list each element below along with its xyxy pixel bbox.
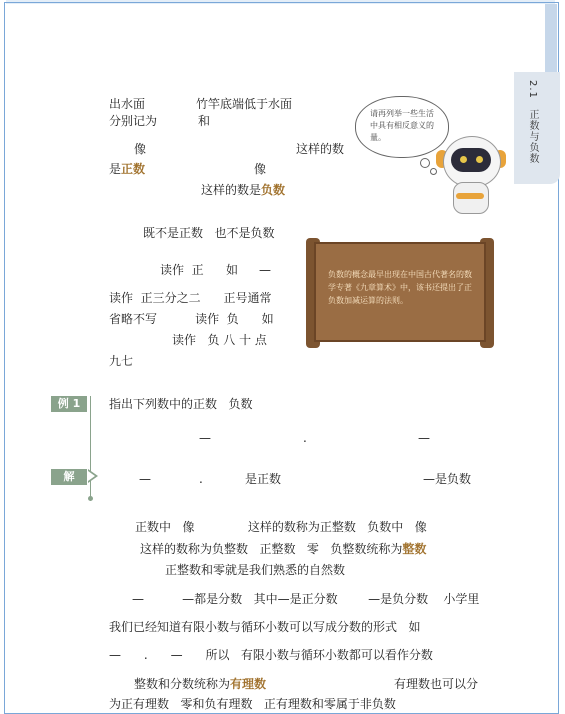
text-line: 我们已经知道有限小数与循环小数可以写成分数的形式 如: [109, 620, 421, 634]
text-run: 整数和分数统称为: [134, 677, 231, 691]
text-line: — —都是分数 其中—是正分数 —是负分数 小学里: [132, 592, 480, 606]
bubble-text: 请再列举一些生活中具有相反意义的量。: [370, 109, 434, 142]
chapter-title: 正数与负数: [527, 109, 538, 165]
text-line: 和: [198, 114, 211, 128]
term-positive: 正数: [121, 162, 146, 176]
solution-arrow-inner: [88, 471, 95, 481]
chapter-number: 2.1: [527, 80, 538, 99]
text-line: 读作 正: [160, 263, 204, 277]
text-line: [140, 541, 426, 557]
solution-item: —: [139, 472, 151, 486]
solution-item: —是负数: [423, 472, 472, 486]
scroll-note: 负数的概念最早出现在中国古代著名的数学专著《九章算术》中，该书还提出了正负数加减运算的法则。: [328, 270, 472, 305]
example-item: .: [303, 431, 307, 445]
text-line: 既不是正数 也不是负数: [143, 226, 275, 240]
example-item: —: [199, 431, 211, 445]
bubble-dot: [420, 158, 430, 168]
chapter-tab-label: [522, 80, 540, 164]
example-connector-line: [90, 396, 91, 501]
text-line: 省略不写 读作 负 如: [109, 312, 274, 326]
text-line: 正整数和零就是我们熟悉的自然数: [165, 563, 346, 577]
text-line: —: [259, 263, 271, 277]
text-line: [109, 161, 145, 177]
example-item: —: [418, 431, 430, 445]
text-line: 像: [254, 162, 267, 176]
robot-eye: [460, 156, 467, 163]
text-line: 正数中 像 这样的数称为正整数 负数中 像: [135, 520, 427, 534]
text-run: 这样的数称为负整数 正整数 零 负整数统称为: [140, 542, 403, 556]
solution-item: .: [199, 472, 203, 486]
text-line: 如: [226, 263, 239, 277]
text-line: [134, 676, 266, 692]
text-line: 有理数也可以分: [394, 677, 479, 691]
term-negative: 负数: [261, 183, 286, 197]
text-line: 竹竿底端低于水面: [196, 97, 293, 111]
text-line: — . — 所以 有限小数与循环小数都可以看作分数: [109, 648, 433, 662]
solution-label: 解: [51, 469, 87, 485]
solution-item: 是正数: [245, 472, 282, 486]
text-line: 读作 正三分之二 正号通常: [109, 291, 272, 305]
text-line: 读作 负 八 十 点: [172, 333, 267, 347]
text-line: 这样的数: [296, 142, 345, 156]
text-line: 出水面: [109, 97, 146, 111]
connector-node: [88, 496, 93, 501]
text-line: 九七: [109, 354, 134, 368]
text-line: 分别记为: [109, 114, 158, 128]
text-line: 像: [134, 142, 147, 156]
term-integer: 整数: [402, 542, 427, 556]
example-label: 例 1: [51, 396, 87, 412]
bubble-dot: [430, 168, 437, 175]
robot-face: [451, 148, 491, 172]
text-line: [201, 182, 285, 198]
example-text: 指出下列数中的正数 负数: [109, 397, 253, 411]
text-run: 是: [109, 162, 122, 176]
robot-eye: [476, 156, 483, 163]
text-run: 这样的数是: [201, 183, 262, 197]
robot-belt: [456, 193, 484, 199]
term-rational: 有理数: [230, 677, 267, 691]
text-line: 为正有理数 零和负有理数 正有理数和零属于非负数: [109, 697, 396, 711]
